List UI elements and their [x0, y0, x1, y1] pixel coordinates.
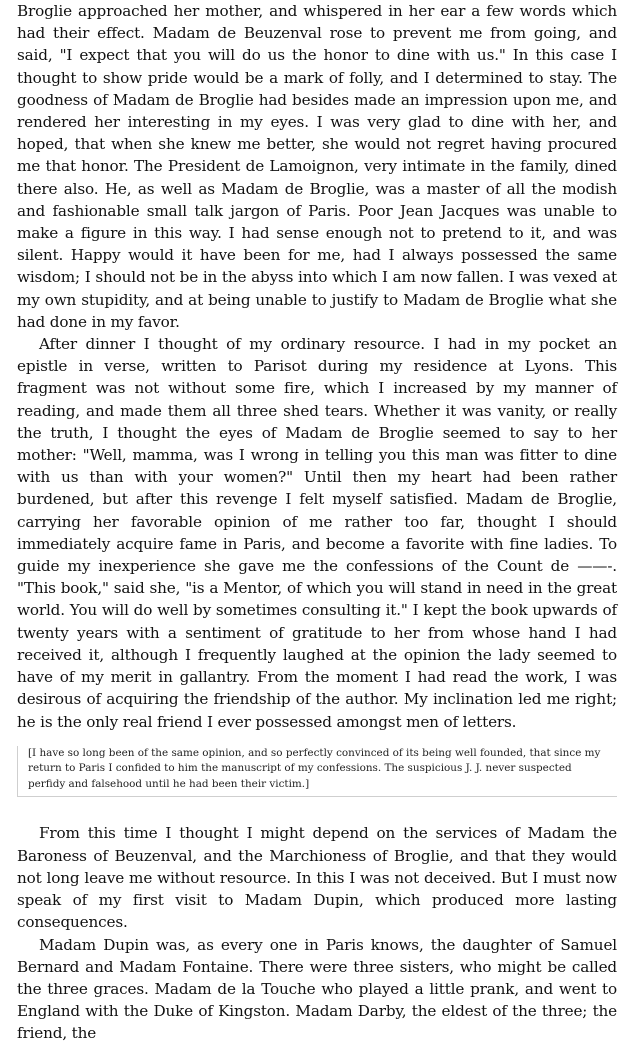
section-gap	[17, 797, 617, 822]
footnote-text: [I have so long been of the same opinion, and so perfectly convinced of its being well founded, that since my return to Paris I confided to him the manuscript of my confessions. The suspicious J. J. never suspected perfidy and falsehood until he had been their victim.]	[28, 746, 601, 790]
paragraph: Broglie approached her mother, and whispered in her ear a few words which had their effect. Madam de Beuzenval rose to prevent me from going, and said, "I expect that you will do us the honor to dine with us." In this case I thought to show pride would be a mark of folly, and I determined to stay. The goodness of Madam de Broglie had besides made an impression upon me, and rendered her interesting in my eyes. I was very glad to dine with her, and hoped, that when she knew me better, she would not regret having procured me that honor. The President de Lamoignon, very intimate in the family, dined there also. He, as well as Madam de Broglie, was a master of all the modish and fashionable small talk jargon of Paris. Poor Jean Jacques was unable to make a figure in this way. I had sense enough not to pretend to it, and was silent. Happy would it have been for me, had I always possessed the same wisdom; I should not be in the abyss into which I am now fallen. I was vexed at my own stupidity, and at being unable to justify to Madam de Broglie what she had done in my favor.	[17, 2, 617, 331]
paragraph: Madam Dupin was, as every one in Paris knows, the daughter of Samuel Bernard and Madam Fontaine. There were three sisters, who might be called the three graces. Madam de la Touche who played a little prank, and went to England with the Duke of Kingston. Madam Darby, the eldest of the three; the friend, the	[17, 935, 617, 1043]
paragraph: After dinner I thought of my ordinary resource. I had in my pocket an epistle in verse, written to Parisot during my residence at Lyons. This fragment was not without some fire, which I increased by my manner of reading, and made them all three shed tears. Whether it was vanity, or really the truth, I thought the eyes of Madam de Broglie seemed to say to her mother: "Well, mamma, was I wrong in telling you this man was fitter to dine with us than with your women?" Until then my heart had been rather burdened, but after this revenge I felt myself satisfied. Madam de Broglie, carrying her favorable opinion of me rather too far, thought I should immediately acquire fame in Paris, and become a favorite with fine ladies. To guide my inexperience she gave me the confessions of the Count de ——-. "This book," said she, "is a Mentor, of which you will stand in need in the great world. You will do well by sometimes consulting it." I kept the book upwards of twenty years with a sentiment of gratitude to her from whose hand I had received it, although I frequently laughed at the opinion the lady seemed to have of my merit in gallantry. From the moment I had read the work, I was desirous of acquiring the friendship of the author. My inclination led me right; he is the only real friend I ever possessed amongst men of letters.	[17, 335, 617, 731]
paragraph: From this time I thought I might depend on the services of Madam the Baroness of Beuzenval, and the Marchioness of Broglie, and that they would not long leave me without resource. In this I was not deceived. But I must now speak of my first visit to Madam Dupin, which produced more lasting consequences.	[17, 824, 617, 932]
document-page	[17, 0, 617, 1043]
footnote	[17, 746, 617, 798]
